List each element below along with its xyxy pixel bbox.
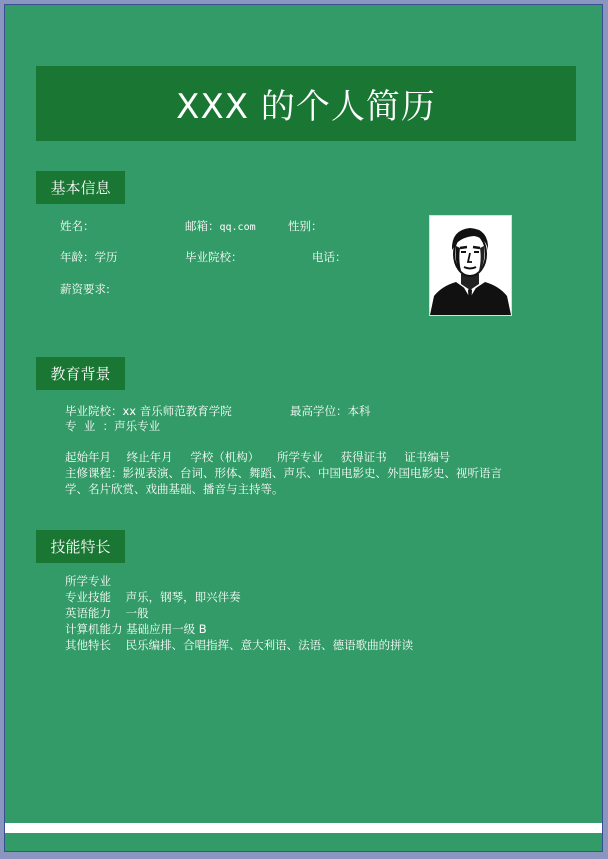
page-title: XXX 的个人简历 [176, 87, 436, 127]
email-label [185, 218, 256, 236]
education-courses-line-1: 主修课程：影视表演、台词、形体、舞蹈、声乐、中国电影史、外国电影史、视听语言 [65, 466, 502, 480]
portrait-photo [429, 215, 512, 316]
header-start-date: 起始年月 [65, 450, 111, 464]
education-table-header [65, 449, 450, 465]
salary-label: 薪资要求: [60, 282, 110, 296]
education-major-line: 专 业 ：声乐专业 [65, 419, 161, 433]
graduate-school-label: 毕业院校： [185, 250, 243, 264]
section-heading-education: 教育背景 [36, 357, 125, 390]
skills-line-professional: 专业技能 声乐，钢琴，即兴伴奏 [65, 590, 241, 604]
bottom-stripe [5, 823, 602, 833]
header-end-date: 终止年月 [126, 450, 173, 464]
resume-page [4, 4, 603, 852]
portrait-icon [430, 216, 511, 315]
header-certificate: 获得证书 [340, 450, 387, 464]
section-heading-skills: 技能特长 [36, 530, 125, 563]
education-courses-line-2: 学、名片欣赏、戏曲基础、播音与主持等。 [65, 482, 284, 496]
skills-line-major: 所学专业 [65, 574, 111, 588]
education-degree-line: 最高学位：本科 [290, 404, 371, 418]
skills-line-computer: 计算机能力 基础应用一级 B [65, 622, 207, 636]
title-banner [36, 66, 576, 141]
phone-label: 电话： [312, 250, 347, 264]
email-label-text: 邮箱： [185, 219, 220, 233]
name-label: 姓名： [60, 219, 95, 233]
gender-label: 性别： [288, 219, 323, 233]
skills-line-english: 英语能力 一般 [65, 606, 149, 620]
section-heading-basic: 基本信息 [36, 171, 125, 204]
header-school: 学校（机构） [190, 450, 260, 464]
header-certificate-number: 证书编号 [404, 450, 451, 464]
education-school-line: 毕业院校：xx 音乐师范教育学院 [65, 404, 232, 418]
header-major: 所学专业 [276, 450, 323, 464]
age-education-label: 年龄：学历 [60, 250, 118, 264]
skills-line-other: 其他特长 民乐编排、合唱指挥、意大利语、法语、德语歌曲的拼读 [65, 638, 414, 652]
email-value: qq.com [219, 222, 256, 233]
